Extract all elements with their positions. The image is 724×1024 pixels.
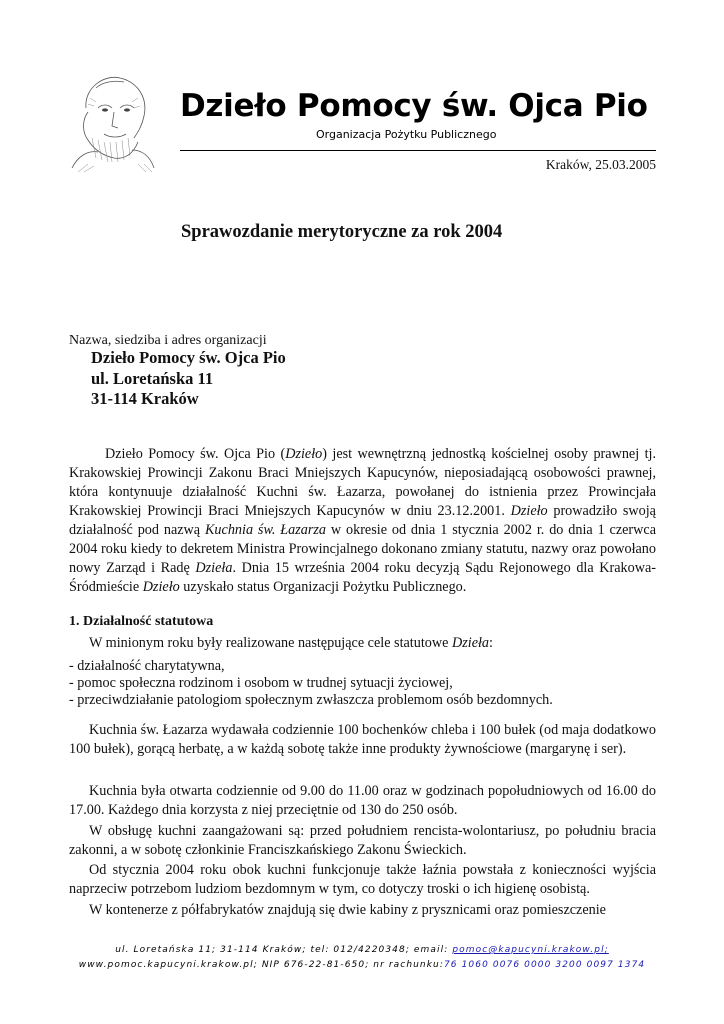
hours-paragraph: Kuchnia była otwarta codziennie od 9.00 do 11.00 oraz w godzinach popołudniowych od 16.00 do 17.00. Każdego dnia korzysta z niej przeciętnie od 130 do 250 osób. — [69, 783, 656, 818]
header-divider — [180, 150, 656, 151]
organization-subtitle: Organizacja Pożytku Publicznego — [316, 128, 497, 141]
list-item: - przeciwdziałanie patologiom społecznym zwłaszcza problemom osób bezdomnych. — [69, 692, 553, 708]
container-paragraph: W kontenerze z półfabrykatów znajdują się dwie kabiny z prysznicami oraz pomieszczenie — [89, 902, 606, 918]
address-label: Nazwa, siedziba i adres organizacji — [69, 333, 267, 348]
email-link[interactable]: pomoc@kapucyni.krakow.pl; — [452, 945, 609, 955]
footer-address-line: ul. Loretańska 11; 31-114 Kraków; tel: 012/4220348; email: pomoc@kapucyni.krakow.pl; — [115, 945, 609, 955]
account-number: 76 1060 0076 0000 3200 0097 1374 — [443, 960, 646, 970]
list-item: - działalność charytatywna, — [69, 658, 225, 674]
goals-lead: W minionym roku były realizowane następujące cele statutowe Dzieła: — [89, 635, 493, 651]
document-date: Kraków, 25.03.2005 — [545, 157, 656, 172]
list-item: - pomoc społeczna rodzinom i osobom w trudnej sytuacji życiowej, — [69, 675, 453, 691]
bathhouse-paragraph: Od stycznia 2004 roku obok kuchni funkcjonuje także łaźnia powstała z konieczności wyjścia naprzeciw potrzebom ludziom bezdomnym w tym, co dotyczy troski o ich higienę osobistą. — [69, 862, 656, 897]
footer-bank-line: www.pomoc.kapucyni.krakow.pl; NIP 676-22-81-650; nr rachunku:76 1060 0076 0000 3200 0097 1374 — [78, 960, 646, 970]
founder-portrait — [68, 68, 160, 174]
address-org-name: Dzieło Pomocy św. Ojca Pio — [91, 348, 286, 367]
organization-title: Dzieło Pomocy św. Ojca Pio — [180, 88, 648, 124]
intro-paragraph: Dzieło Pomocy św. Ojca Pio (Dzieło) jest wewnętrzną jednostką kościelnej osoby prawnej tj. Krakowskiej Prowincji Zakonu Braci Mniejszych Kapucynów, nieposiadającą osobowości prawnej, która kontynuuje działalność Kuchni św. Łazarza, powołanej do istnienia przez Prowincjała Krakowskiej Prowincji Braci Mniejszych Kapucynów w dniu 23.12.2001. Dzieło prowadziło swoją działalność pod nazwą Kuchnia św. Łazarza w okresie od dnia 1 stycznia 2002 r. do dnia 1 czerwca 2004 roku kiedy to dekretem Ministra Prowincjalnego dokonano zmiany statutu, nazwy oraz powołano nowy Zarząd i Radę Dzieła. Dnia 15 września 2004 roku decyzją Sądu Rejonowego dla Krakowa-Śródmieście Dzieło uzyskało status Organizacji Pożytku Publicznego. — [69, 446, 656, 595]
section-heading: 1. Działalność statutowa — [69, 614, 214, 629]
report-title: Sprawozdanie merytoryczne za rok 2004 — [181, 222, 503, 242]
address-city: 31-114 Kraków — [91, 389, 199, 408]
kitchen-paragraph: Kuchnia św. Łazarza wydawała codziennie 100 bochenków chleba i 100 bułek (od maja dodatkowo 100 bułek), gorącą herbatę, a w każdą sobotę także inne produkty żywnościowe (margarynę i ser). — [69, 722, 656, 757]
address-street: ul. Loretańska 11 — [91, 369, 214, 388]
staff-paragraph: W obsługę kuchni zaangażowani są: przed południem rencista-wolontariusz, po południu bracia zakonni, a w sobotę członkinie Franciszkańskiego Zakonu Świeckich. — [69, 823, 656, 858]
